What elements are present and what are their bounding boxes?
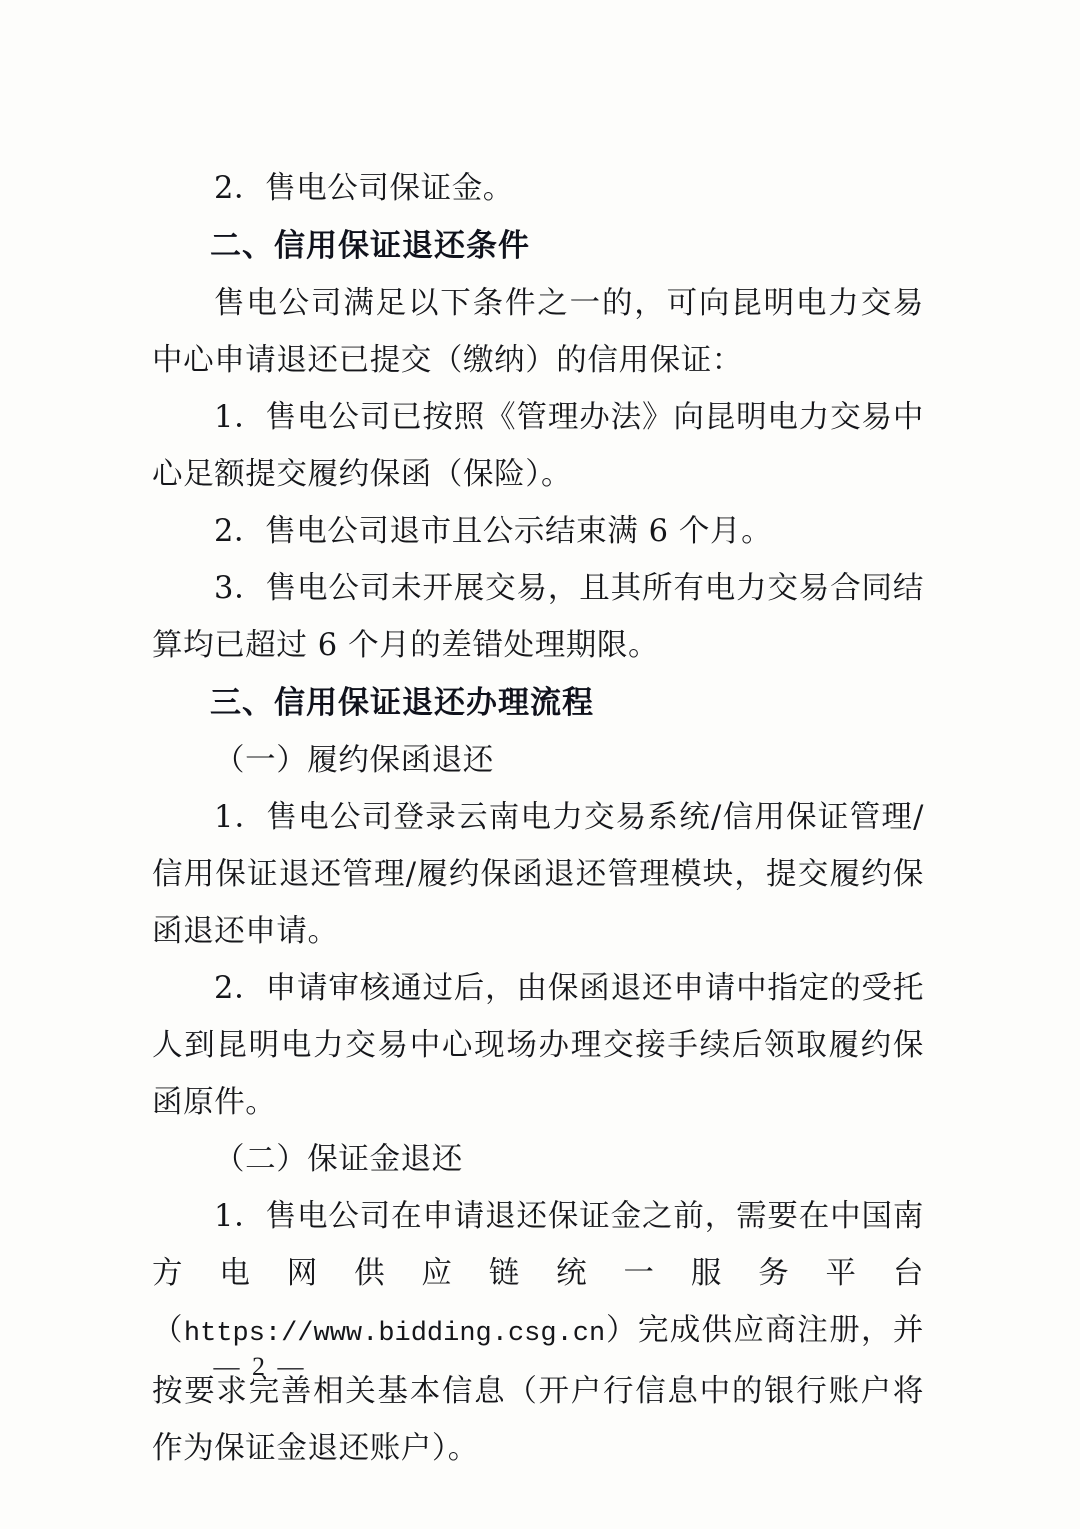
document-body <box>152 160 924 1477</box>
sub-heading-3-2: （二）保证金退还 <box>214 1142 463 1177</box>
section-heading-3: 三、信用保证退还办理流程 <box>210 685 594 721</box>
platform-url: https://www.bidding.csg.cn <box>183 1319 606 1349</box>
list-item-text-after: ）完成供应商注册，并按要求完善相关基本信息（开户行信息中的银行账户将作为保证金退还账户）。 <box>152 1313 924 1466</box>
list-item: 2．售电公司保证金。 <box>214 171 514 206</box>
page-number: — 2 — <box>213 1352 307 1381</box>
list-item-text-before: 1．售电公司在申请退还保证金之前，需要在中国南方电网供应链统一服务平台（ <box>152 1199 924 1348</box>
list-item: 1．售电公司登录云南电力交易系统/信用保证管理/信用保证退还管理/履约保函退还管理模块，提交履约保函退还申请。 <box>152 800 924 949</box>
list-item: 3．售电公司未开展交易，且其所有电力交易合同结算均已超过 6 个月的差错处理期限。 <box>152 571 924 663</box>
list-item-with-url <box>152 1188 924 1477</box>
list-item: 2．申请审核通过后，由保函退还申请中指定的受托人到昆明电力交易中心现场办理交接手续后领取履约保函原件。 <box>152 971 924 1120</box>
list-item: 2．售电公司退市且公示结束满 6 个月。 <box>214 514 773 549</box>
list-item: 1．售电公司已按照《管理办法》向昆明电力交易中心足额提交履约保函（保险）。 <box>152 400 924 492</box>
section-heading-2: 二、信用保证退还条件 <box>210 228 530 264</box>
sub-heading-3-1: （一）履约保函退还 <box>214 743 494 778</box>
paragraph-intro: 售电公司满足以下条件之一的，可向昆明电力交易中心申请退还已提交（缴纳）的信用保证： <box>152 286 924 378</box>
page-footer <box>0 1352 1080 1382</box>
